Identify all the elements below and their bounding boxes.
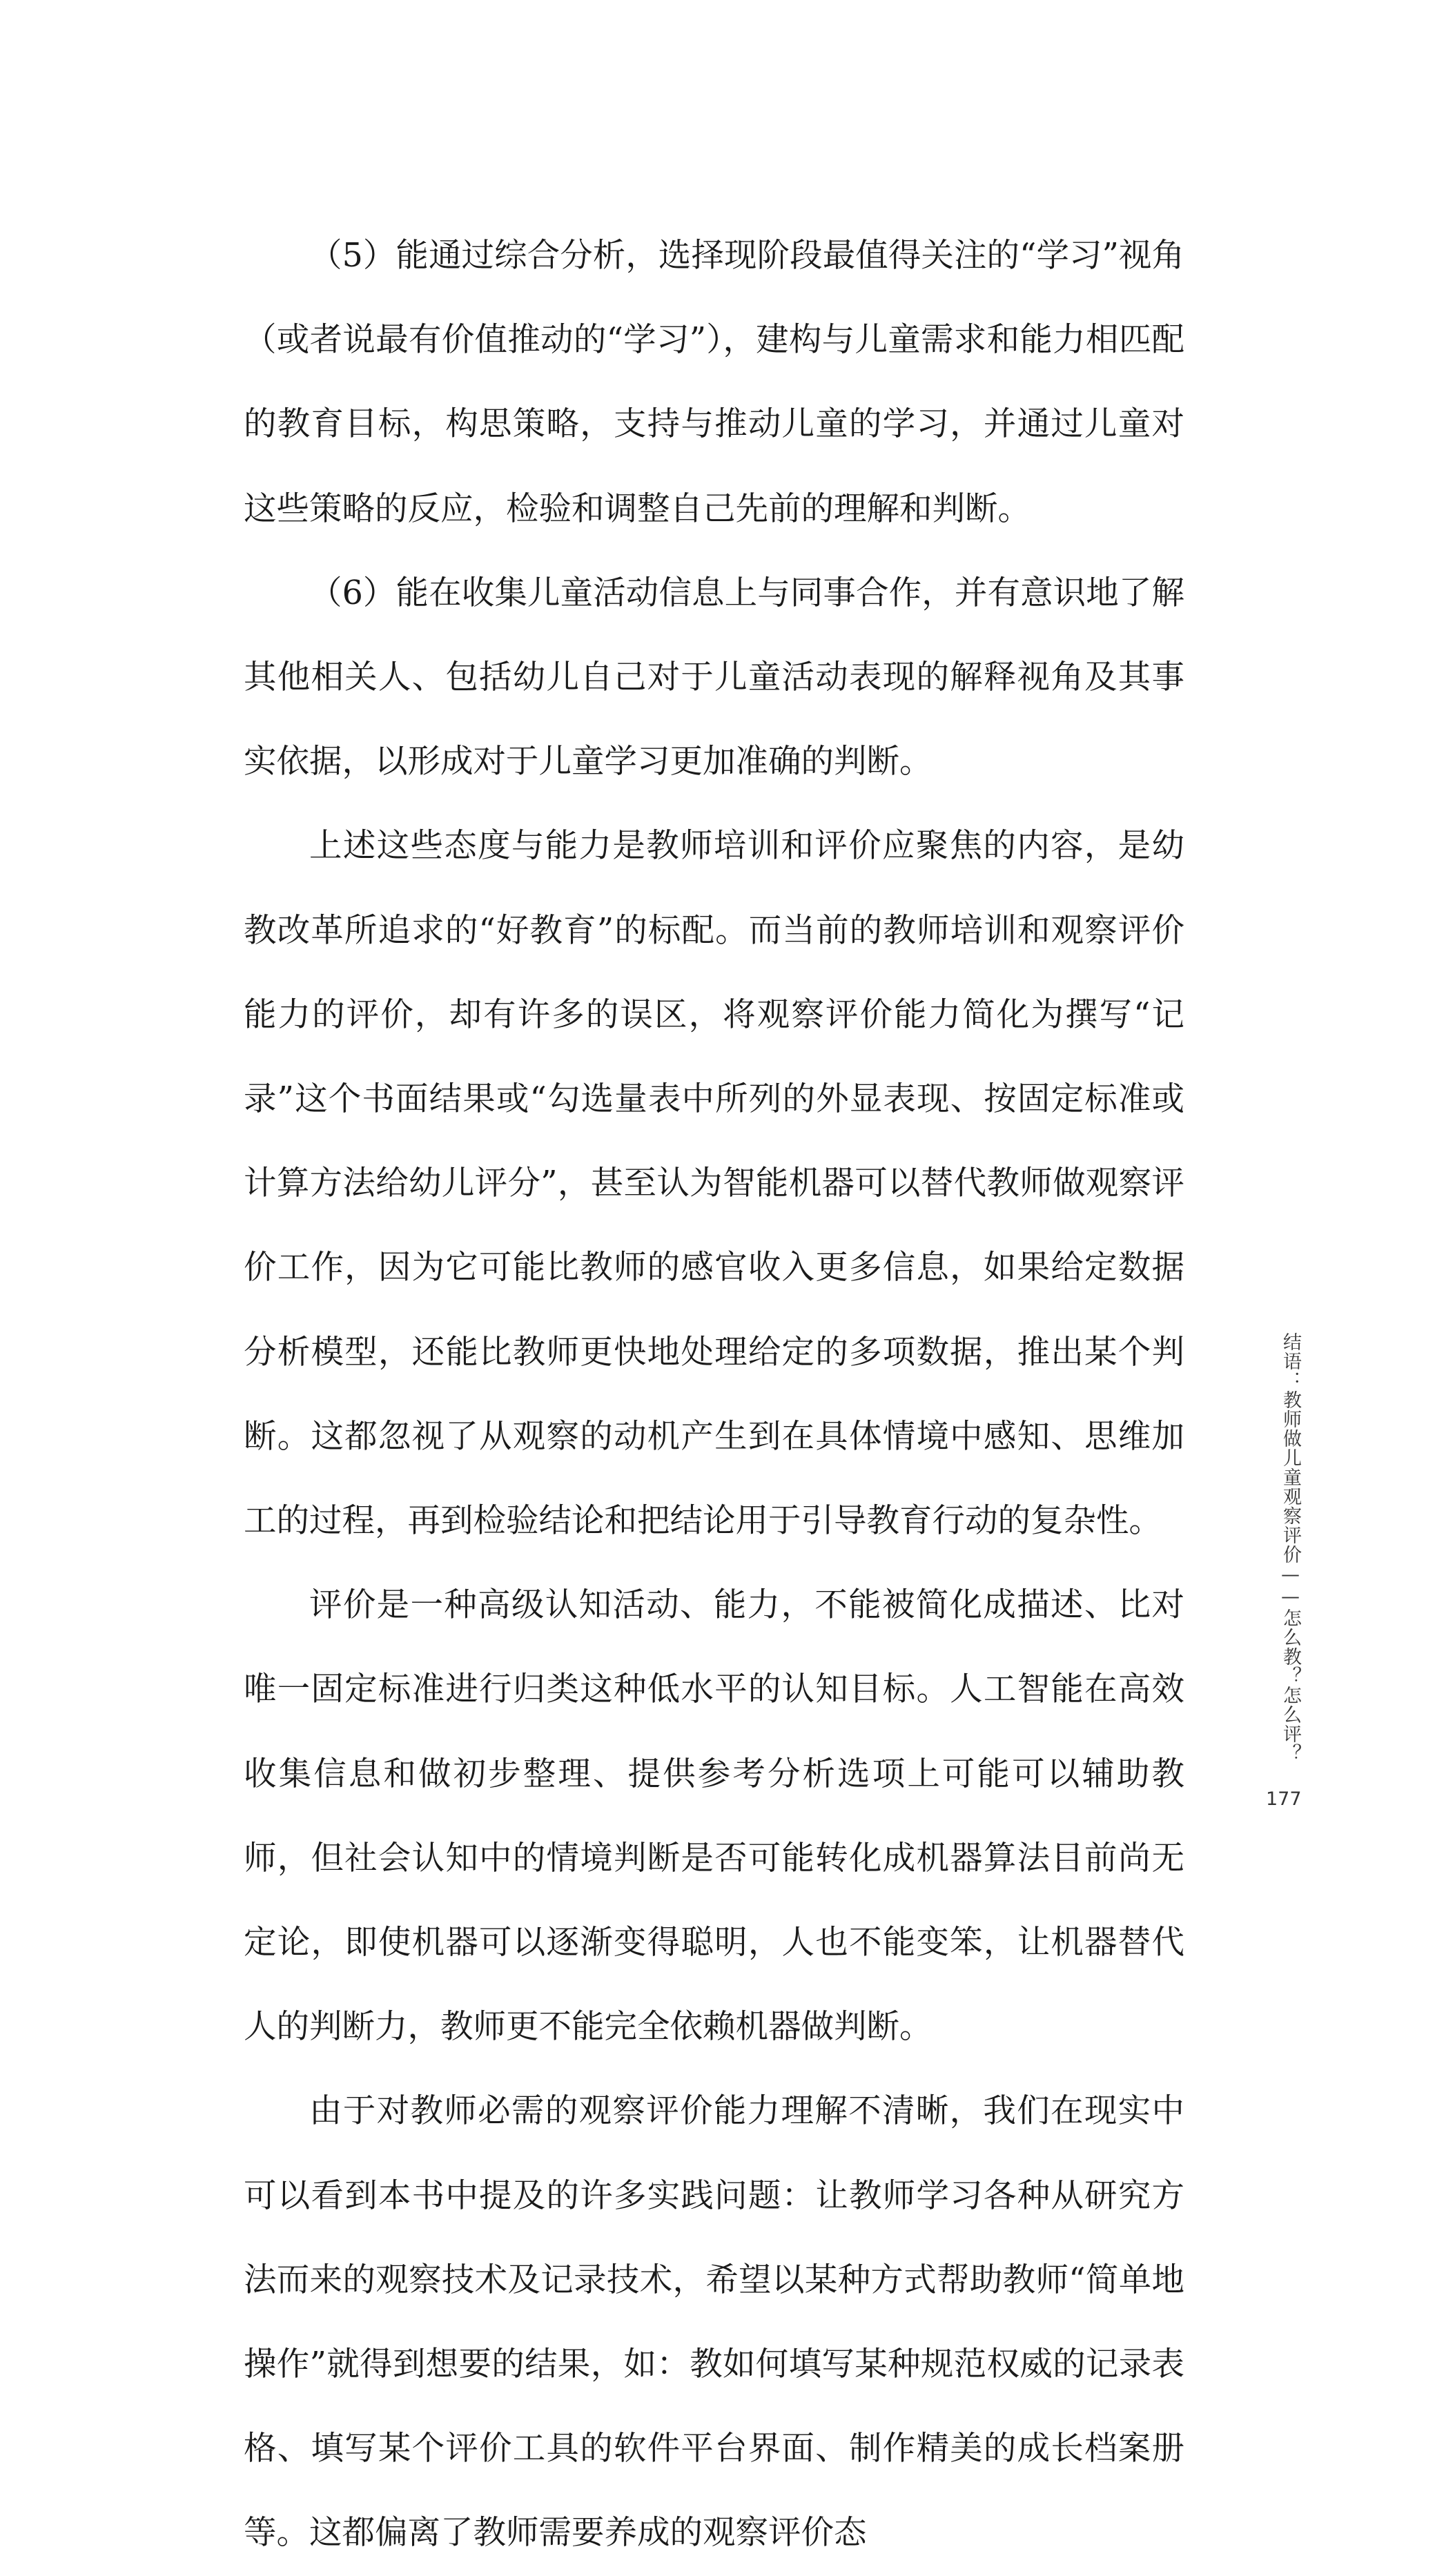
paragraph-evaluation: 评价是一种高级认知活动、能力，不能被简化成描述、比对唯一固定标准进行归类这种低水平的认知目标。人工智能在高效收集信息和做初步整理、提供参考分析选项上可能可以辅助教师，但社会认知中的情境判断是否可能转化成机器算法目前尚无定论，即使机器可以逐渐变得聪明，人也不能变笨，让机器替代人的判断力，教师更不能完全依赖机器做判断。 (244, 1586, 1184, 2047)
running-head: 结语：教师做儿童观察评价——怎么教？怎么评？ (1280, 1332, 1301, 1763)
paragraph-6: （6）能在收集儿童活动信息上与同事合作，并有意识地了解其他相关人、包括幼儿自己对于儿童活动表现的解释视角及其事实依据，以形成对于儿童学习更加准确的判断。 (244, 574, 1184, 781)
paragraph-attitudes: 上述这些态度与能力是教师培训和评价应聚焦的内容，是幼教改革所追求的“好教育”的标配。而当前的教师培训和观察评价能力的评价，却有许多的误区，将观察评价能力简化为撰写“记录”这个书面结果或“勾选量表中所列的外显表现、按固定标准或计算方法给幼儿评分”，甚至认为智能机器可以替代教师做观察评价工作，因为它可能比教师的感官收入更多信息，如果给定数据分析模型，还能比教师更快地处理给定的多项数据，推出某个判断。这都忽视了从观察的动机产生到在具体情境中感知、思维加工的过程，再到检验结论和把结论用于引导教育行动的复杂性。 (244, 827, 1184, 1541)
paragraph-5: （5）能通过综合分析，选择现阶段最值得关注的“学习”视角（或者说最有价值推动的“学习”），建构与儿童需求和能力相匹配的教育目标，构思策略，支持与推动儿童的学习，并通过儿童对这些策略的反应，检验和调整自己先前的理解和判断。 (244, 237, 1184, 528)
body-text (244, 214, 1184, 2576)
page-number: 177 (1266, 1788, 1302, 1810)
paragraph-practice-problems: 由于对教师必需的观察评价能力理解不清晰，我们在现实中可以看到本书中提及的许多实践问题：让教师学习各种从研究方法而来的观察技术及记录技术，希望以某种方式帮助教师“简单地操作”就得到想要的结果，如：教如何填写某种规范权威的记录表格、填写某个评价工具的软件平台界面、制作精美的成长档案册等。这都偏离了教师需要养成的观察评价态 (244, 2092, 1184, 2553)
